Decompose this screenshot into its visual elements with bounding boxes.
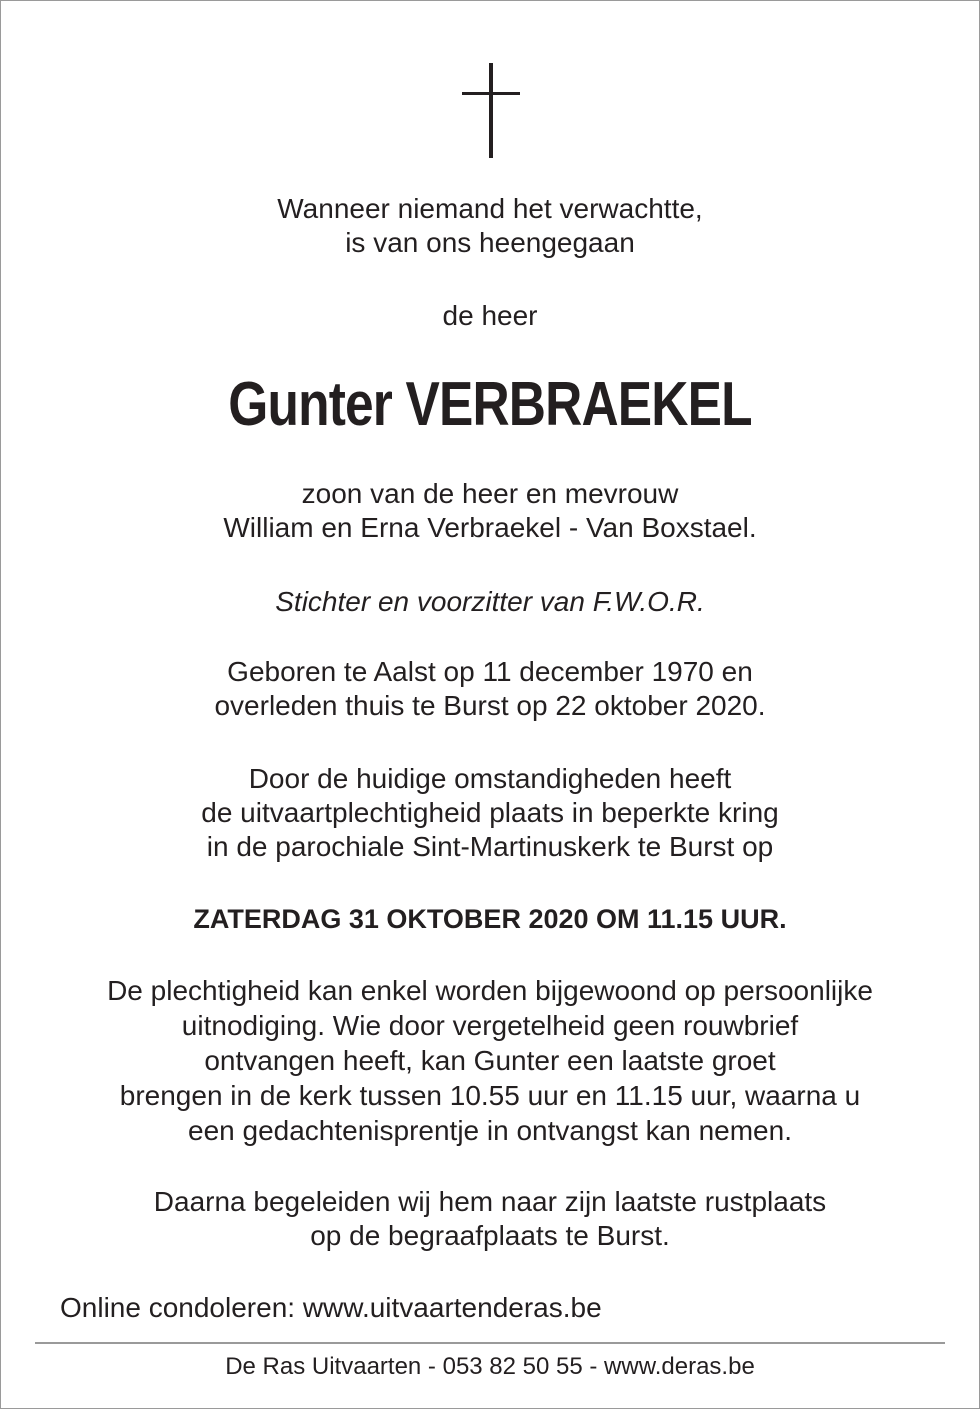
ceremony-line: Door de huidige omstandigheden heeft [248,763,732,794]
attendance-line: De plechtigheid kan enkel worden bijgewoond op persoonlijke [107,975,873,1006]
ceremony-datetime-text: ZATERDAG 31 OKTOBER 2020 OM 11.15 UUR. [193,904,787,934]
intro-line: is van ons heengegaan [345,227,635,258]
burial-line: op de begraafplaats te Burst. [310,1220,670,1251]
parents-text [0,477,980,545]
role-line: Stichter en voorzitter van F.W.O.R. [275,586,705,617]
birth-death-text [0,655,980,723]
role-text [0,585,980,619]
ceremony-text [0,762,980,864]
attendance-line: brengen in de kerk tussen 10.55 uur en 11.15 uur, waarna u [119,1080,861,1111]
burial-text [0,1185,980,1253]
honorific-text: de heer [442,300,538,331]
parents-line: zoon van de heer en mevrouw [301,478,679,509]
parents-line: William en Erna Verbraekel - Van Boxstael. [223,512,757,543]
intro-line: Wanneer niemand het verwachtte, [277,193,703,224]
honorific [0,299,980,333]
attendance-line: een gedachtenisprentje in ontvangst kan nemen. [188,1115,792,1146]
deceased-name: Gunter VERBRAEKEL [228,370,752,439]
burial-line: Daarna begeleiden wij hem naar zijn laatste rustplaats [153,1186,827,1217]
attendance-text [0,973,980,1148]
attendance-line: ontvangen heeft, kan Gunter een laatste groet [204,1045,776,1076]
funeral-home-footer: De Ras Uitvaarten - 053 82 50 55 - www.deras.be [225,1353,755,1380]
attendance-line: uitnodiging. Wie door vergetelheid geen rouwbrief [181,1010,799,1041]
intro-text [0,192,980,260]
birth-death-line: Geboren te Aalst op 11 december 1970 en [227,656,753,687]
cross-icon [462,63,520,158]
ceremony-line: in de parochiale Sint-Martinuskerk te Burst op [206,831,774,862]
footer-divider [35,1342,945,1344]
online-condolence: Online condoleren: www.uitvaartenderas.be [60,1292,602,1323]
ceremony-datetime [0,902,980,936]
birth-death-line: overleden thuis te Burst op 22 oktober 2020. [214,690,766,721]
ceremony-line: de uitvaartplechtigheid plaats in beperkte kring [201,797,779,828]
